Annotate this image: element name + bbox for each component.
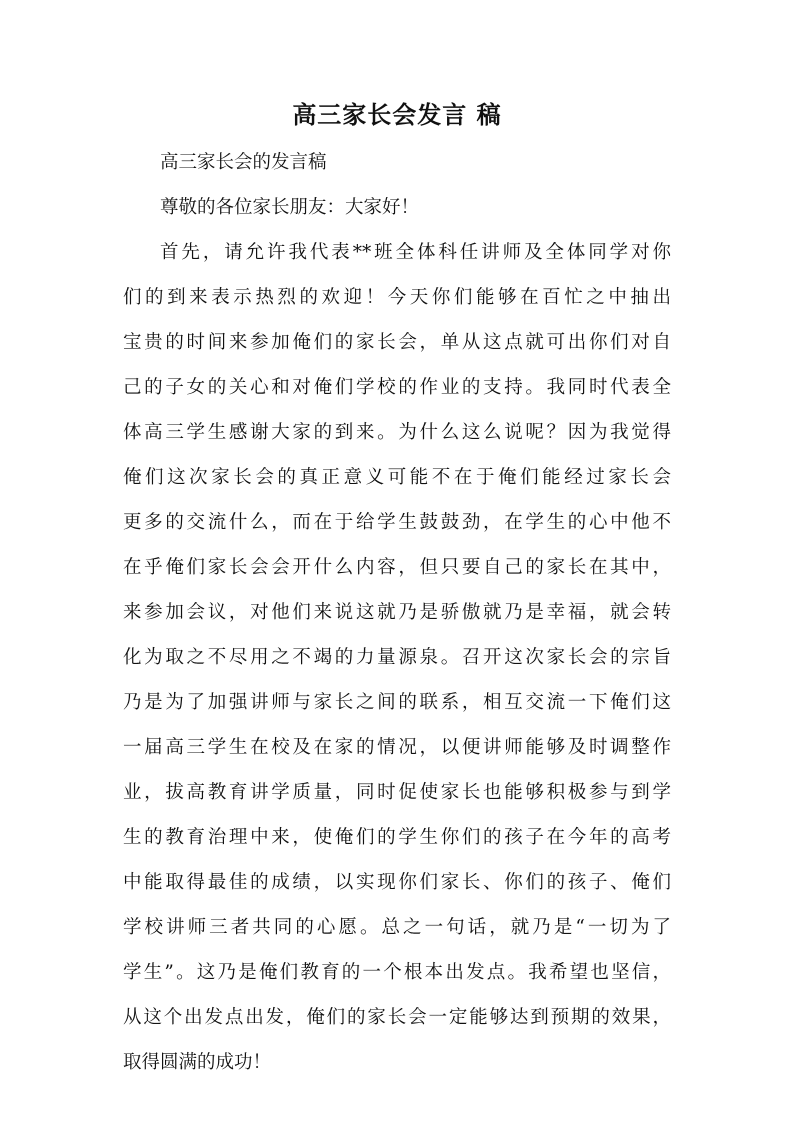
body-line: 更多的交流什么，而在于给学生鼓鼓劲，在学生的心中他不 bbox=[123, 512, 671, 533]
body-line: 首先，请允许我代表**班全体科任讲师及全体同学对你 bbox=[160, 242, 671, 263]
greeting-line: 尊敬的各位家长朋友：大家好！ bbox=[160, 197, 420, 218]
body-line: 中能取得最佳的成绩，以实现你们家长、你们的孩子、俺们 bbox=[123, 872, 671, 893]
document-title: 高三家长会发言 稿 bbox=[292, 101, 502, 129]
body-line: 体高三学生感谢大家的到来。为什么这么说呢？因为我觉得 bbox=[123, 422, 671, 443]
body-line: 化为取之不尽用之不竭的力量源泉。召开这次家长会的宗旨 bbox=[123, 647, 671, 668]
body-line: 来参加会议，对他们来说这就乃是骄傲就乃是幸福，就会转 bbox=[123, 602, 671, 623]
body-line: 学校讲师三者共同的心愿。总之一句话，就乃是“一切为了 bbox=[123, 917, 671, 938]
document-subtitle: 高三家长会的发言稿 bbox=[160, 152, 327, 173]
body-line: 在乎俺们家长会会开什么内容，但只要自己的家长在其中， bbox=[123, 557, 671, 578]
body-line: 乃是为了加强讲师与家长之间的联系，相互交流一下俺们这 bbox=[123, 692, 671, 713]
body-line: 从这个出发点出发，俺们的家长会一定能够达到预期的效果， bbox=[123, 1007, 671, 1028]
body-line: 生的教育治理中来，使俺们的学生你们的孩子在今年的高考 bbox=[123, 827, 671, 848]
body-line: 己的子女的关心和对俺们学校的作业的支持。我同时代表全 bbox=[123, 377, 671, 398]
body-line: 一届高三学生在校及在家的情况，以便讲师能够及时调整作 bbox=[123, 737, 671, 758]
body-line: 业，拔高教育讲学质量，同时促使家长也能够积极参与到学 bbox=[123, 782, 671, 803]
body-line: 宝贵的时间来参加俺们的家长会，单从这点就可出你们对自 bbox=[123, 332, 671, 353]
body-line: 们的到来表示热烈的欢迎！今天你们能够在百忙之中抽出 bbox=[123, 287, 671, 308]
body-line: 俺们这次家长会的真正意义可能不在于俺们能经过家长会 bbox=[123, 467, 671, 488]
body-line: 学生”。这乃是俺们教育的一个根本出发点。我希望也坚信， bbox=[123, 962, 671, 983]
body-line: 取得圆满的成功！ bbox=[123, 1052, 272, 1073]
